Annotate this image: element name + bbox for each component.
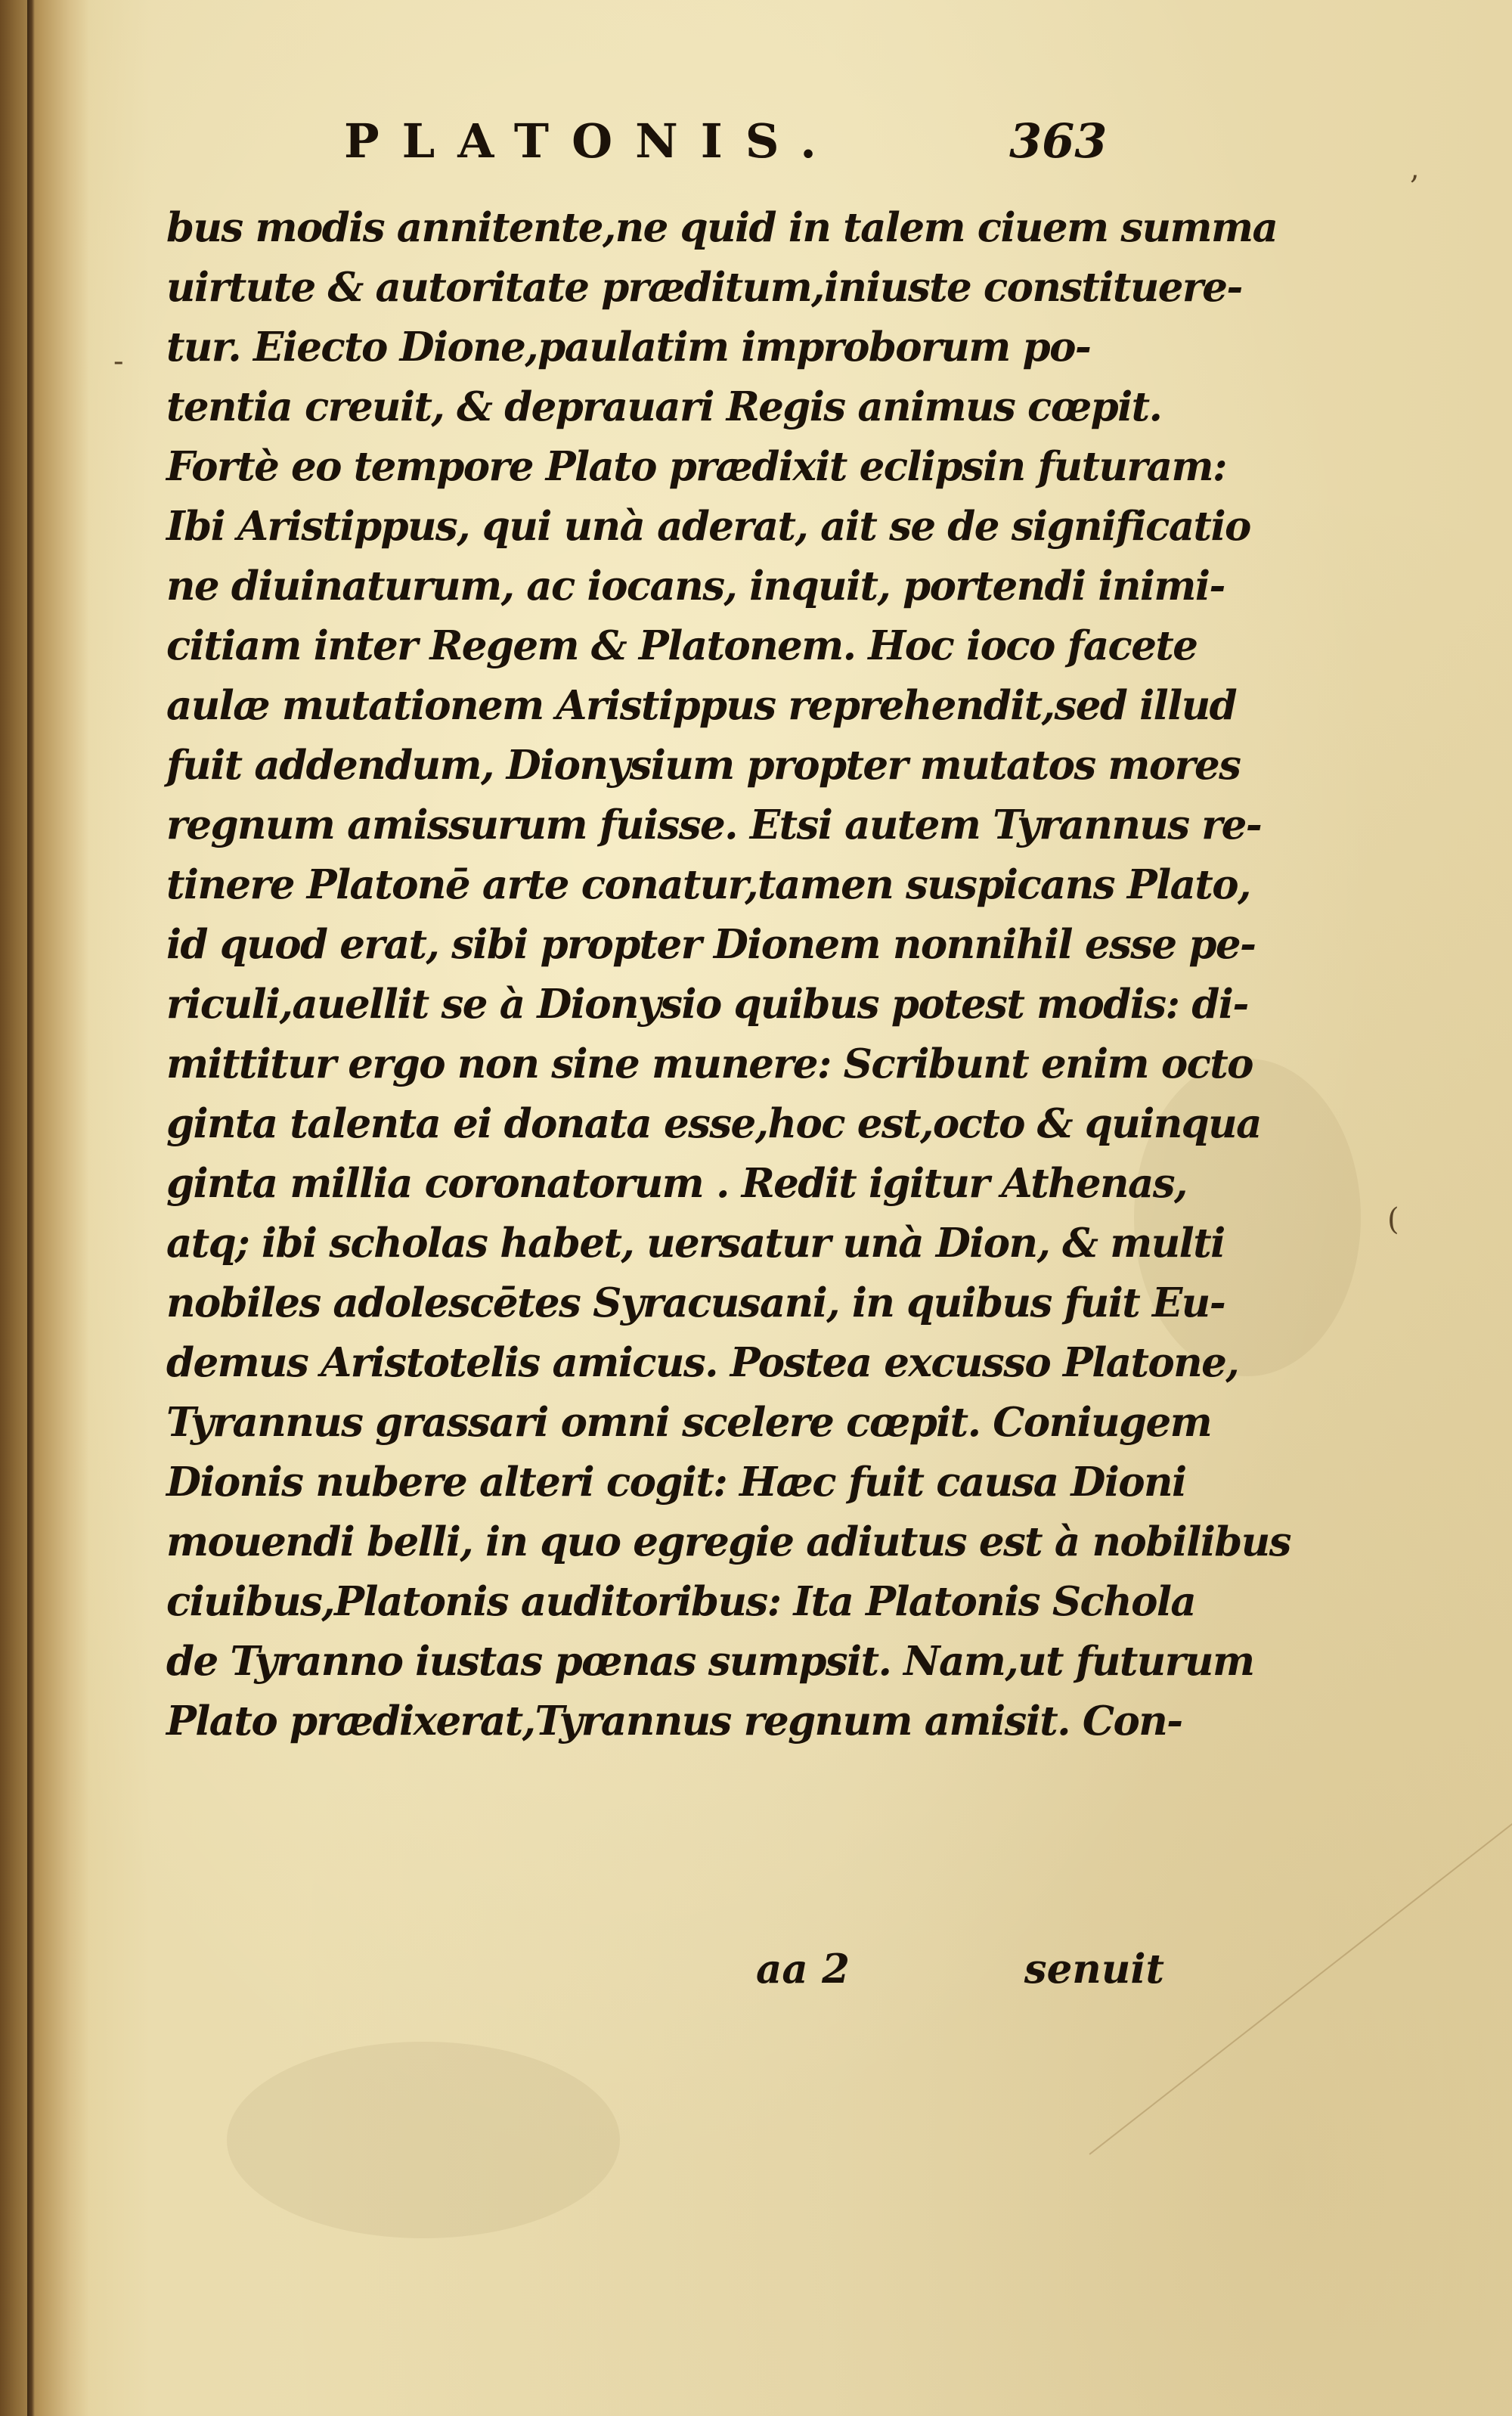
binding-shadow bbox=[27, 0, 35, 2416]
text-line: demus Aristotelis amicus. Postea excusso Platone, bbox=[166, 1339, 1239, 1386]
paper-stain bbox=[227, 2042, 620, 2238]
margin-dash-mark: - bbox=[113, 344, 124, 379]
book-binding-gutter bbox=[0, 0, 89, 2416]
text-line: ciuibus,Platonis auditoribus: Ita Platonis Schola bbox=[166, 1578, 1196, 1625]
text-line: nobiles adolescētes Syracusani, in quibus fuit Eu- bbox=[166, 1279, 1225, 1326]
signature-mark: aa 2 bbox=[756, 1946, 850, 1993]
text-line: citiam inter Regem & Platonem. Hoc ioco facete bbox=[166, 622, 1198, 669]
margin-tick-mark: , bbox=[1410, 151, 1420, 186]
text-line: id quod erat, sibi propter Dionem nonnihil esse pe- bbox=[166, 921, 1256, 968]
text-line: atq; ibi scholas habet, uersatur unà Dion, & multi bbox=[166, 1220, 1225, 1267]
text-line: tentia creuit, & deprauari Regis animus cœpit. bbox=[166, 383, 1162, 430]
text-line: ginta talenta ei donata esse,hoc est,octo & quinqua bbox=[166, 1100, 1261, 1147]
text-line: mittitur ergo non sine munere: Scribunt enim octo bbox=[166, 1041, 1253, 1087]
text-line: mouendi belli, in quo egregie adiutus est à nobilibus bbox=[166, 1518, 1290, 1565]
catchword: senuit bbox=[1024, 1946, 1164, 1993]
text-line: regnum amissurum fuisse. Etsi autem Tyrannus re- bbox=[166, 802, 1262, 848]
text-line: Tyrannus grassari omni scelere cœpit. Coniugem bbox=[166, 1399, 1212, 1446]
text-line: Plato prædixerat,Tyrannus regnum amisit. Con- bbox=[166, 1698, 1182, 1745]
text-line: uirtute & autoritate præditum,iniuste constituere- bbox=[166, 264, 1242, 311]
text-line: Ibi Aristippus, qui unà aderat, ait se de significatio bbox=[166, 503, 1250, 550]
text-line: de Tyranno iustas pœnas sumpsit. Nam,ut futurum bbox=[166, 1638, 1254, 1685]
text-line: fuit addendum, Dionysium propter mutatos mores bbox=[166, 742, 1241, 789]
text-line: riculi,auellit se à Dionysio quibus potest modis: di- bbox=[166, 981, 1248, 1028]
text-line: bus modis annitente,ne quid in talem ciuem summa bbox=[166, 204, 1278, 251]
running-title: PLATONIS. bbox=[344, 113, 839, 169]
text-line: Fortè eo tempore Plato prædixit eclipsin futuram: bbox=[166, 443, 1226, 490]
text-line: ne diuinaturum, ac iocans, inquit, portendi inimi- bbox=[166, 563, 1225, 609]
page-number: 363 bbox=[1009, 113, 1108, 169]
margin-bracket-mark: ( bbox=[1387, 1202, 1399, 1237]
catch-line bbox=[756, 1940, 1164, 1999]
text-line: tur. Eiecto Dione,paulatim improborum po- bbox=[166, 324, 1091, 371]
body-text bbox=[166, 198, 1290, 1751]
text-line: tinere Platonē arte conatur,tamen suspicans Plato, bbox=[166, 861, 1250, 908]
text-line: aulæ mutationem Aristippus reprehendit,sed illud bbox=[166, 682, 1237, 729]
text-line: ginta millia coronatorum . Redit igitur Athenas, bbox=[166, 1160, 1187, 1207]
text-line: Dionis nubere alteri cogit: Hæc fuit causa Dioni bbox=[166, 1459, 1186, 1506]
